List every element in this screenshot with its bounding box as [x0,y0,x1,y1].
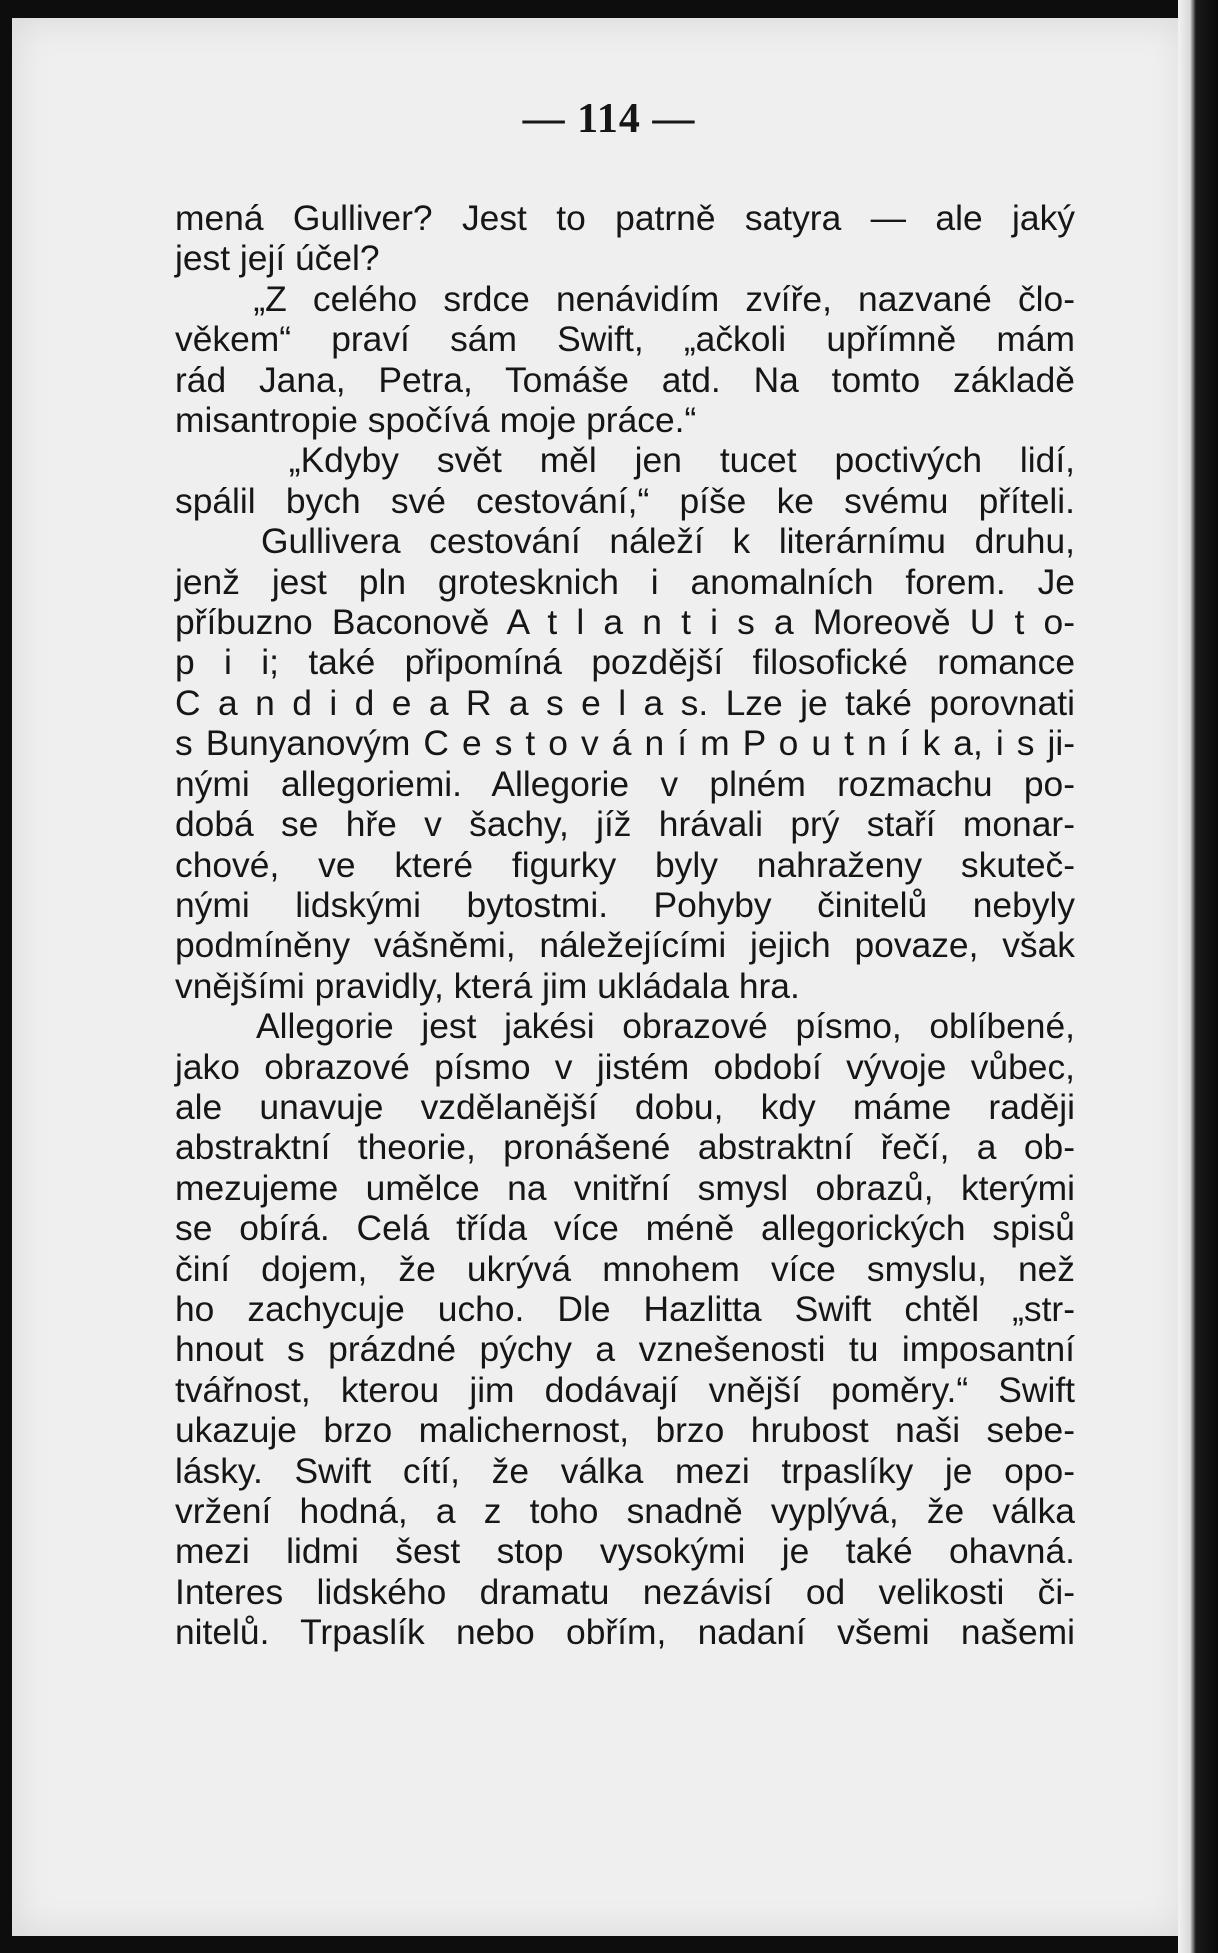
text-line: mezujeme umělce na vnitřní smysl obrazů, kterými [175,1167,1075,1208]
text-line: ho zachycuje ucho. Dle Hazlitta Swift chtěl „str- [175,1288,1075,1329]
text-line: jako obrazové písmo v jistém období vývoje vůbec, [175,1046,1075,1087]
text-line: ale unavuje vzdělanější dobu, kdy máme raději [175,1086,1075,1127]
text-line: s Bunyanovým C e s t o v á n í m P o u t n í k a, i s ji- [175,723,1075,764]
text-line: C a n d i d e a R a s e l a s. Lze je také porovnati [175,682,1075,723]
text-line: vnějšími pravidly, která jim ukládala hra. [175,965,800,1006]
text-line: tvářnost, kterou jim dodávají vnější poměry.“ Swift [175,1369,1075,1410]
text-line: „Z celého srdce nenávidím zvíře, nazvané člo- [175,278,1075,319]
text-line: věkem“ praví sám Swift, „ačkoli upřímně mám [175,319,1075,360]
text-line: chové, ve které figurky byly nahraženy skuteč- [175,844,1075,885]
text-line: Allegorie jest jakési obrazové písmo, oblíbené, [175,1006,1075,1047]
text-line: příbuzno Baconově A t l a n t i s a Moreově U t o- [175,602,1075,643]
text-line: abstraktní theorie, pronášené abstraktní řečí, a ob- [175,1127,1075,1168]
text-line: nými allegoriemi. Allegorie v plném rozmachu po- [175,763,1075,804]
page-number: — 114 — [522,96,696,142]
text-line: mezi lidmi šest stop vysokými je také ohavná. [175,1531,1075,1572]
text-line: Gullivera cestování náleží k literárnímu druhu, [175,521,1075,562]
text-line: mená Gulliver? Jest to patrně satyra — ale jaký [175,198,1075,238]
text-line: nitelů. Trpaslík nebo obřím, nadaní všemi našemi [175,1612,1075,1653]
text-line: jenž jest pln grotesknich i anomalních forem. Je [175,561,1075,602]
text-line: lásky. Swift cítí, že válka mezi trpaslíky je opo- [175,1450,1075,1491]
text-line: misantropie spočívá moje práce.“ [175,400,697,441]
text-line: Interes lidského dramatu nezávisí od velikosti či- [175,1571,1075,1612]
text-line: se obírá. Celá třída více méně allegorických spisů [175,1208,1075,1249]
text-line: dobá se hře v šachy, jíž hrávali prý staří monar- [175,804,1075,845]
book-spine-edge [1178,0,1218,1953]
text-line: „Kdyby svět měl jen tucet poctivých lidí, [175,440,1075,481]
text-line: vržení hodná, a z toho snadně vyplývá, že válka [175,1491,1075,1531]
body-text [175,198,1075,1653]
text-line: jest její účel? [175,238,380,279]
text-line: spálil bych své cestování,“ píše ke svému příteli. [175,480,1075,521]
text-line: hnout s prázdné pýchy a vznešenosti tu imposantní [175,1329,1075,1370]
text-line: činí dojem, že ukrývá mnohem více smyslu, než [175,1248,1075,1289]
text-line: podmíněny vášněmi, náležejícími jejich povaze, však [175,925,1075,966]
text-line: nými lidskými bytostmi. Pohyby činitelů nebyly [175,884,1075,925]
text-line: ukazuje brzo malichernost, brzo hrubost naši sebe- [175,1410,1075,1451]
text-line: rád Jana, Petra, Tomáše atd. Na tomto základě [175,359,1075,400]
text-line: p i i; také připomíná pozdější filosofické romance [175,642,1075,683]
